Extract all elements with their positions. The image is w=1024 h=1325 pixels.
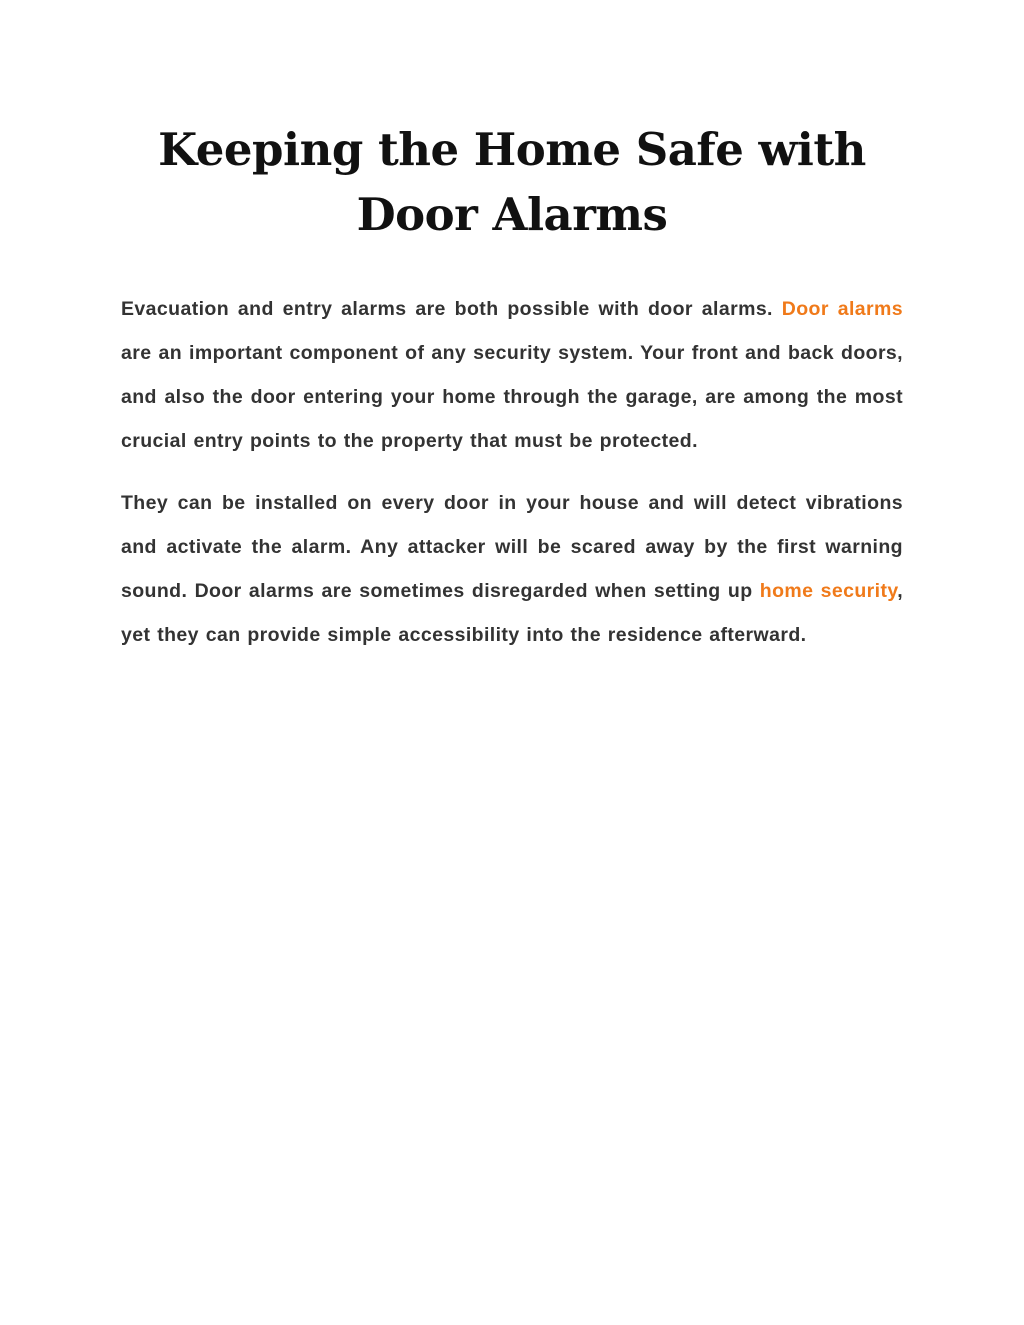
paragraph-2-text-after: , yet they can provide simple accessibility into the residence afterward.: [121, 580, 904, 646]
title-line-2: Door Alarms: [356, 188, 668, 241]
title-line-1: Keeping the Home Safe with: [158, 123, 866, 176]
paragraph-1-text-before: Evacuation and entry alarms are both possible with door alarms.: [121, 298, 782, 320]
home-security-link[interactable]: home security: [759, 580, 898, 602]
paragraph-2-text-before: They can be installed on every door in your house and will detect vibrations and activate the alarm. Any attacker will be scared away by the first warning sound. Door alarms are sometimes disregarded when setting up: [121, 492, 903, 602]
document-title: [121, 0, 903, 247]
paragraph-1-text-after: are an important component of any security system. Your front and back doors, and also the door entering your home through the garage, are among the most crucial entry points to the property that must be protected.: [121, 342, 903, 452]
door-alarms-link[interactable]: Door alarms: [781, 298, 903, 320]
document-body: [121, 287, 903, 657]
paragraph-2: [121, 481, 903, 657]
paragraph-1: [121, 287, 903, 463]
